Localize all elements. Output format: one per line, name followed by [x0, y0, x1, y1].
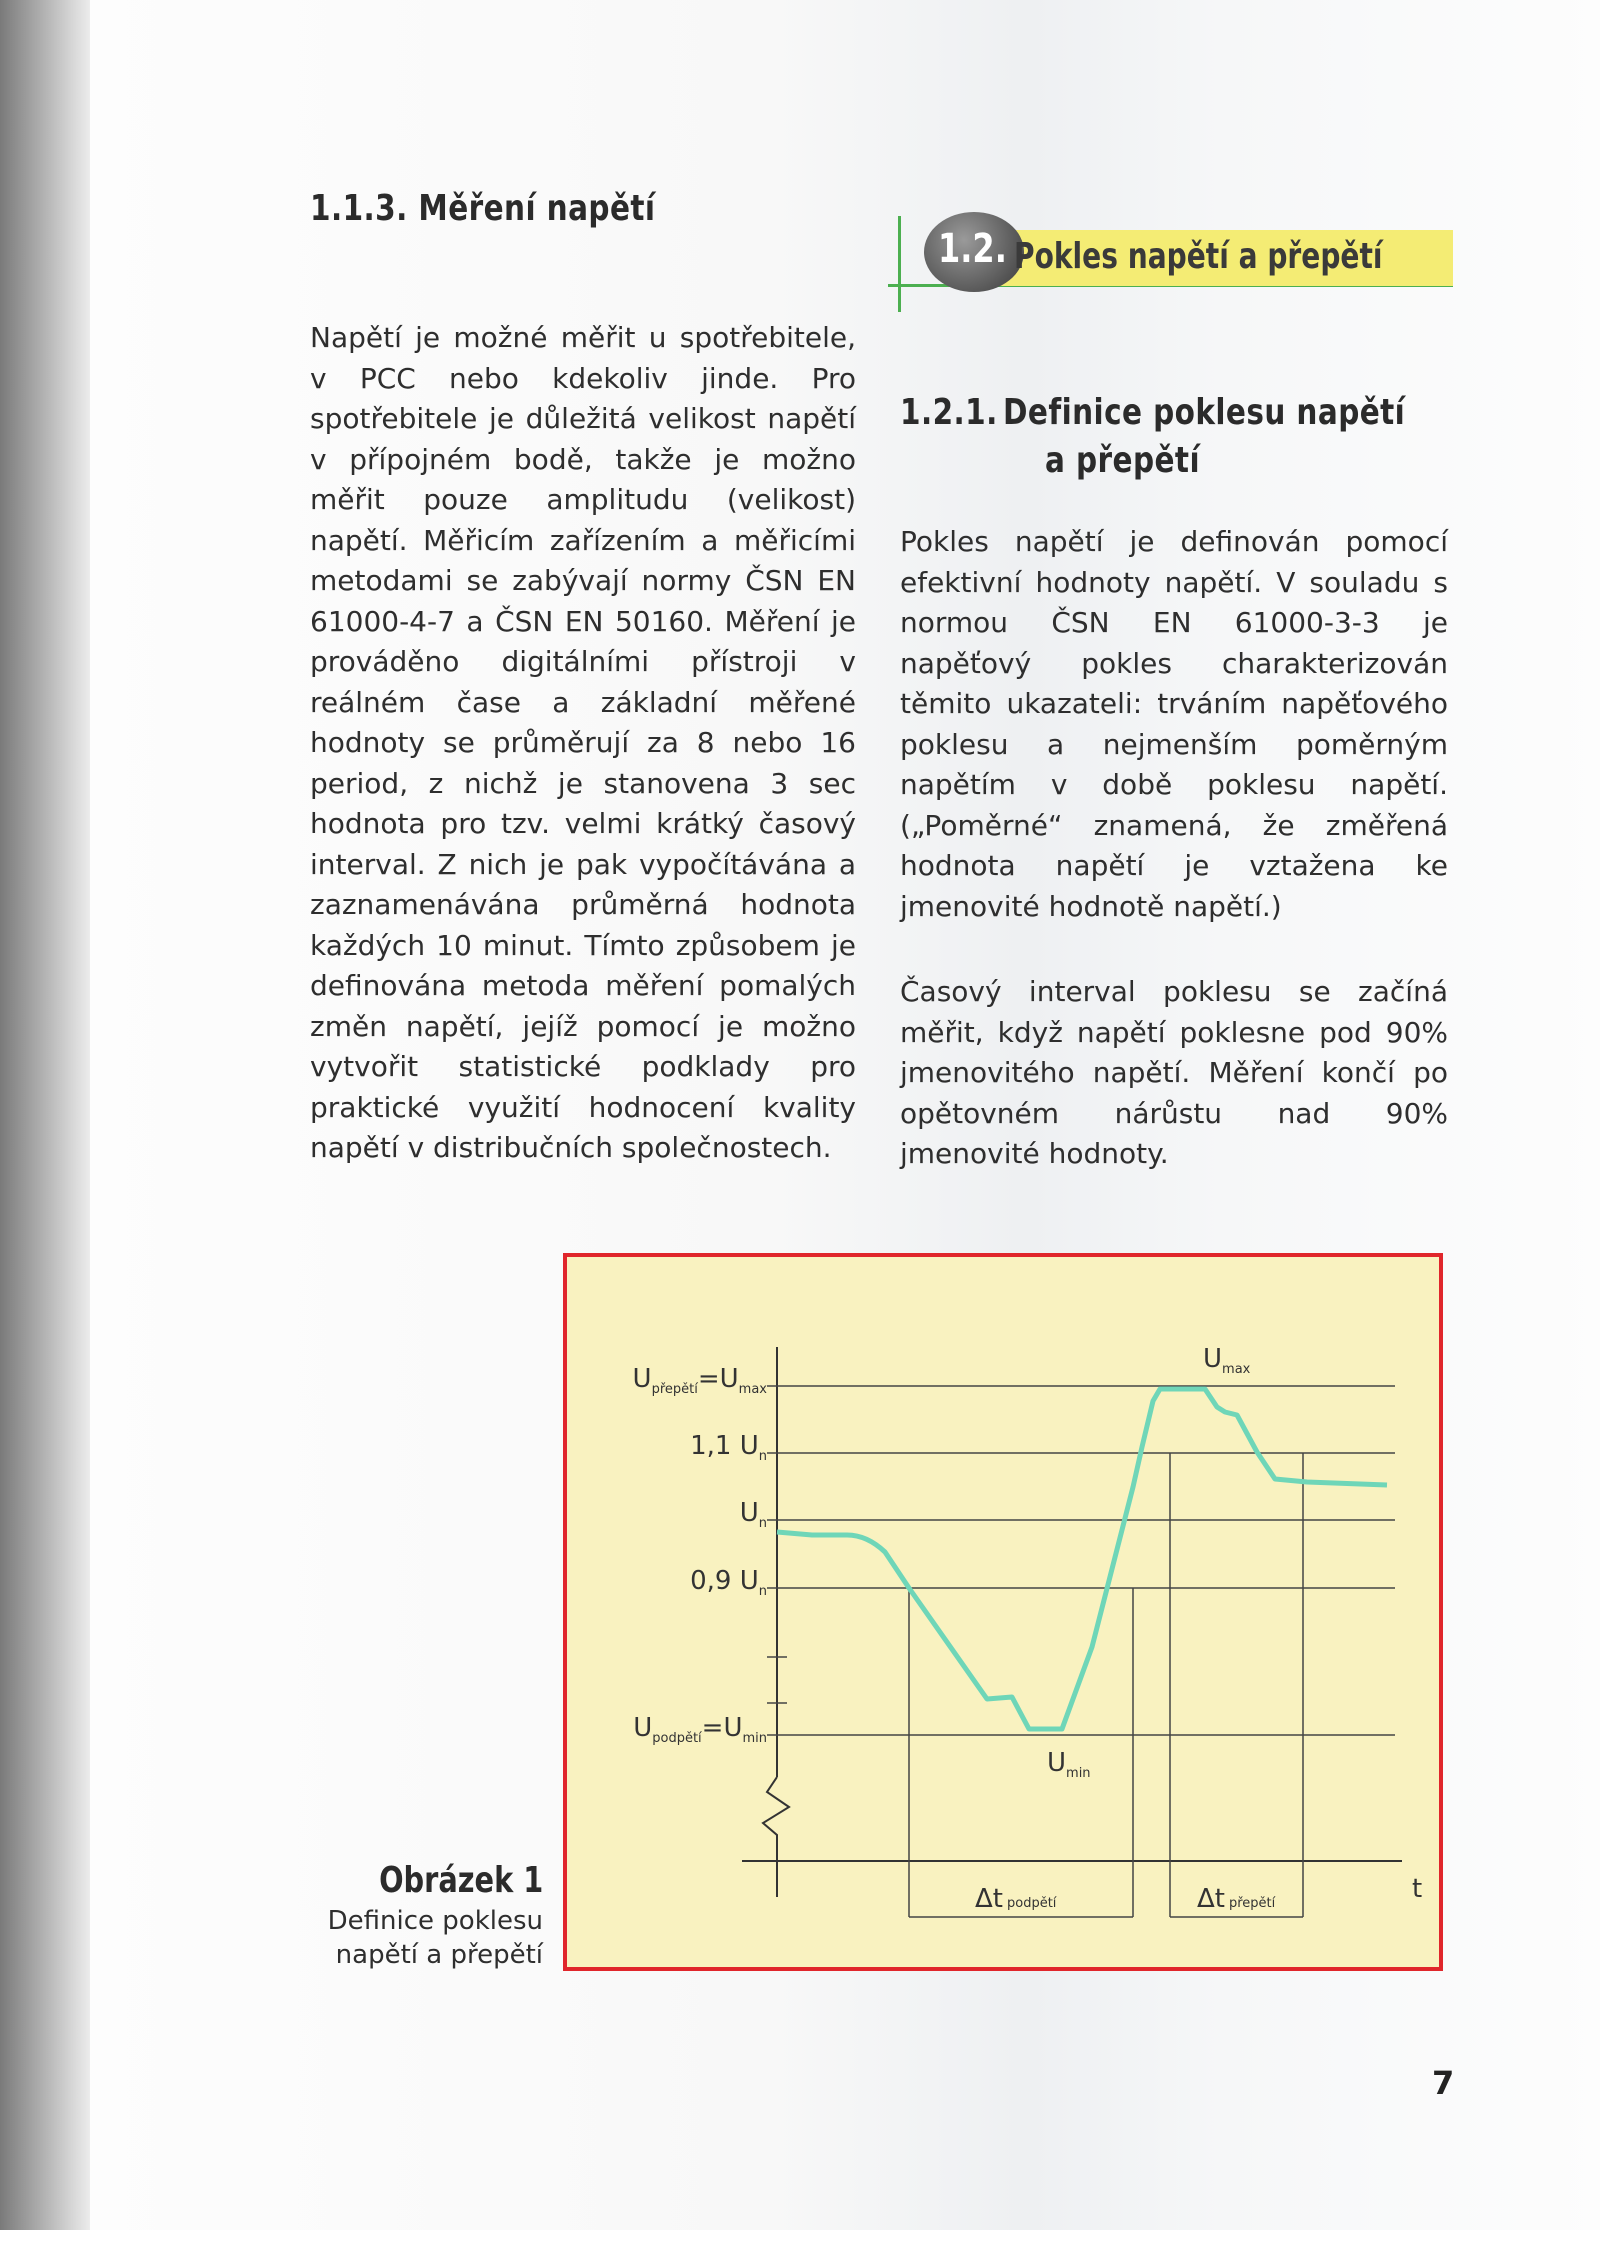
label-curve-umin: $U_{min}$	[1047, 1748, 1091, 1781]
banner-accent-vertical	[898, 216, 901, 312]
chapter-number: 1.2.	[938, 226, 1007, 272]
label-0-9un: 0,9 $U_n$	[690, 1566, 767, 1599]
label-upodpeti-umin: $U_{podpětí}=U_{min}$	[633, 1713, 767, 1746]
book-spine-shadow	[0, 0, 90, 2230]
right-paragraph-1: Pokles napětí je definován pomocí efektivní hodnoty napětí. V souladu s normou ČSN EN 61000-3-3 je napěťový pokles charakterizován těmito ukazateli: trváním napěťového poklesu a nejmenším poměrným napětím v době poklesu napětí. („Poměrné“ znamená, že změřená hodnota napětí je vztažena ke jmenovité hodnotě napětí.)	[900, 525, 1448, 923]
voltage-curve	[777, 1389, 1387, 1729]
section-heading-1-2-1-line1: Definice poklesu napětí	[1003, 392, 1406, 433]
label-curve-umax: $U_{max}$	[1203, 1344, 1251, 1377]
label-un: $U_n$	[739, 1498, 767, 1531]
label-uprepeti-umax: $U_{přepětí}=U_{max}$	[632, 1364, 767, 1397]
axis-break	[763, 1777, 789, 1897]
page-number: 7	[1432, 2064, 1455, 2102]
label-dt-podpeti: Δt podpětí	[975, 1884, 1057, 1914]
label-time-axis: t	[1412, 1874, 1423, 1904]
voltage-diagram	[567, 1257, 1439, 1967]
section-number-1-2-1: 1.2.1.	[900, 392, 998, 433]
section-heading-1-2-1-line2: a přepětí	[1045, 440, 1200, 481]
label-dt-prepeti: Δt přepětí	[1197, 1884, 1276, 1914]
figure-caption-line2: napětí a přepětí	[335, 1940, 543, 1970]
chapter-title: Pokles napětí a přepětí	[1014, 236, 1383, 277]
left-paragraph: Napětí je možné měřit u spotřebitele, v PCC nebo kdekoliv jinde. Pro spotřebitele je důležitá velikost napětí v přípojném bodě, takže je možno měřit pouze amplitudu (velikost) napětí. Měřicím zařízením a měřicími metodami se zabývají normy ČSN EN 61000-4-7 a ČSN EN 50160. Měření je prováděno digitálními přístroji v reálném čase a základní měřené hodnoty se průměrují za 8 nebo 16 period, z nichž je stanovena 3 sec hodnota pro tzv. velmi krátký časový interval. Z nich je pak vypočítávána a zaznamenávána průměrná hodnota každých 10 minut. Tímto způsobem je definována metoda měření pomalých změn napětí, jejíž pomocí je možno vytvořit statistické podklady pro praktické využití hodnocení kvality napětí v distribučních společnostech.	[310, 321, 856, 1164]
scan-margin	[0, 2230, 1600, 2264]
figure-caption-title: Obrázek 1	[378, 1860, 543, 1901]
right-paragraph-2: Časový interval poklesu se začíná měřit, když napětí poklesne pod 90% jmenovitého napětí. Měření končí po opětovném nárůstu nad 90% jmenovité hodnoty.	[900, 975, 1448, 1170]
figure-caption-line1: Definice poklesu	[327, 1906, 543, 1936]
figure-frame	[563, 1253, 1443, 1971]
label-1-1un: 1,1 $U_n$	[690, 1431, 767, 1464]
section-heading-1-1-3: 1.1.3. Měření napětí	[310, 188, 656, 229]
